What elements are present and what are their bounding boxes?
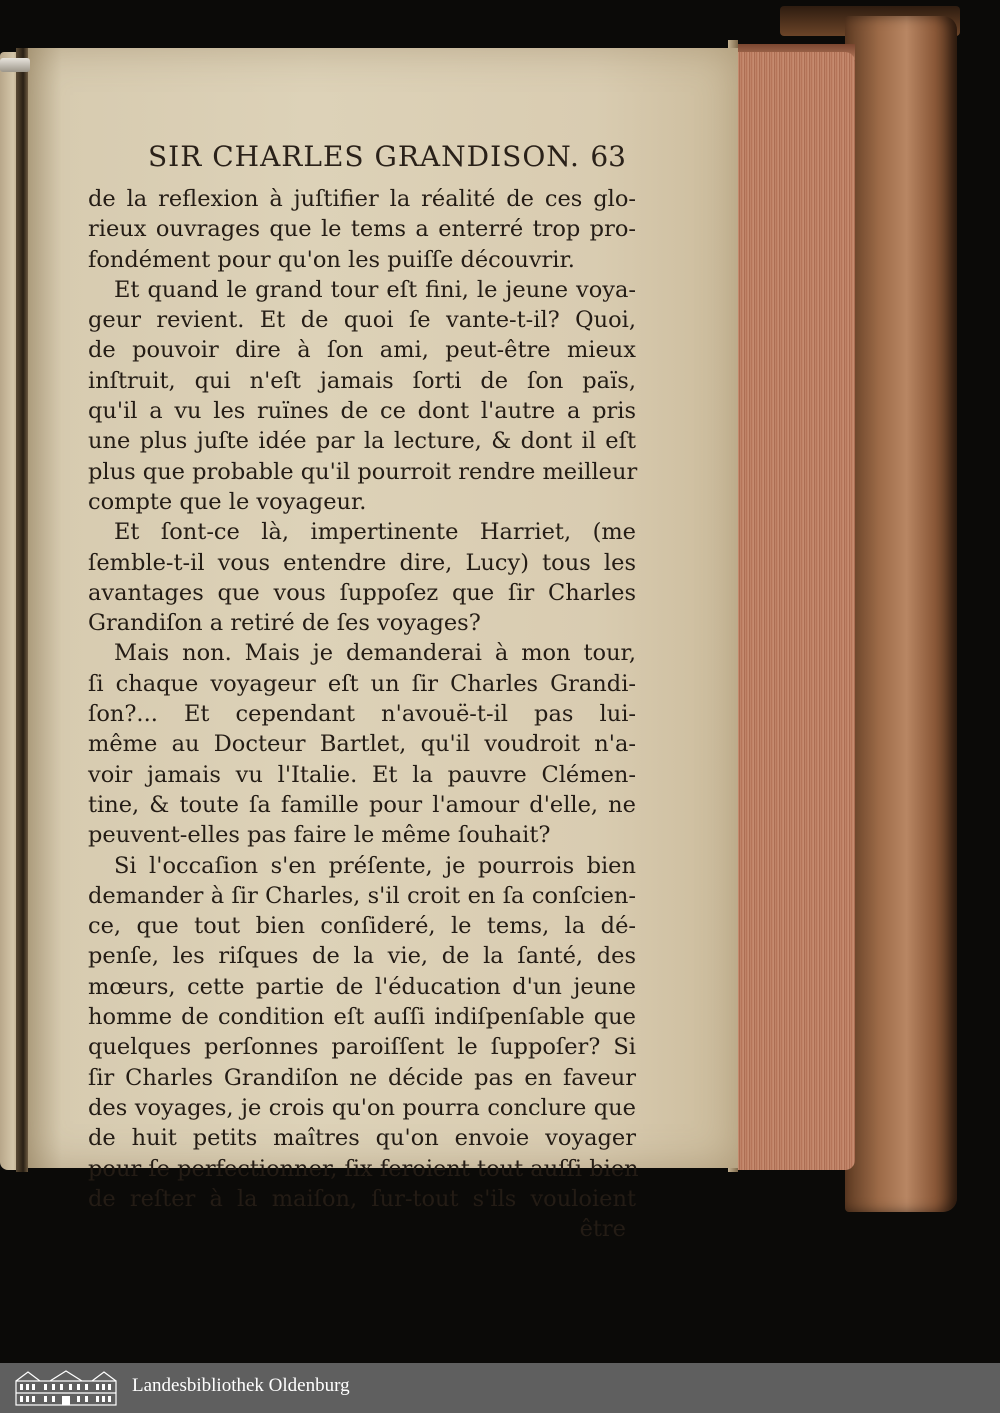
text-line: plus que probable qu'il pourroit rendre meilleur xyxy=(88,458,638,485)
library-name: Landesbibliothek Oldenburg xyxy=(132,1375,350,1396)
text-line: quelques perſonnes paroiſſent le ſuppoſer? Si xyxy=(88,1034,636,1061)
text-line: penſe, les riſques de la vie, de la ſanté, des xyxy=(88,943,636,970)
text-line: de pouvoir dire à ſon ami, peut-être mieux xyxy=(88,337,636,364)
text-line: mœurs, cette partie de l'éducation d'un jeune xyxy=(88,973,636,1000)
text-line: inſtruit, qui n'eſt jamais ſorti de ſon païs, xyxy=(88,367,636,394)
text-line: peuvent-elles pas faire le même ſouhait? xyxy=(88,822,551,849)
text-line: rieux ouvrages que le tems a enterré trop pro- xyxy=(88,216,636,243)
text-line: Et quand le grand tour eſt fini, le jeune voya- xyxy=(114,276,636,303)
text-line: Grandiſon a retiré de ſes voyages? xyxy=(88,610,481,637)
page-fore-edge xyxy=(735,52,855,1170)
body-text xyxy=(88,184,639,1244)
footer-bar xyxy=(0,1363,1000,1413)
text-line: Si l'occaſion s'en préſente, je pourrois bien xyxy=(114,852,636,879)
text-line: des voyages, je crois qu'on pourra conclure que xyxy=(88,1094,636,1121)
text-line: tine, & toute ſa famille pour l'amour d'elle, ne xyxy=(88,791,636,818)
text-line: de la reflexion à juſtifier la réalité de ces glo- xyxy=(88,186,636,212)
catchword: être xyxy=(579,1216,626,1243)
text-line: ſi chaque voyageur eſt un ſir Charles Grandi- xyxy=(88,670,636,697)
leather-cover xyxy=(845,16,957,1212)
library-building-icon xyxy=(14,1369,118,1407)
binding-thread xyxy=(0,58,30,72)
text-line: geur revient. Et de quoi ſe vante-t-il? Quoi, xyxy=(88,307,636,334)
text-line: compte que le voyageur. xyxy=(88,488,367,515)
text-line: ſir Charles Grandiſon ne décide pas en faveur xyxy=(88,1064,636,1091)
text-line: voir jamais vu l'Italie. Et la pauvre Clémen- xyxy=(88,761,636,788)
text-line: de reſter à la maiſon, ſur-tout s'ils vouloient xyxy=(88,1185,636,1212)
gutter-shadow xyxy=(16,48,28,1172)
text-line: Mais non. Mais je demanderai à mon tour, xyxy=(114,640,636,667)
text-line: une plus juſte idée par la lecture, & dont il eſt xyxy=(88,428,636,455)
text-line: qu'il a vu les ruïnes de ce dont l'autre a pris xyxy=(88,398,636,425)
text-line: avantages que vous ſuppoſez que ſir Charles xyxy=(88,579,636,606)
text-line: fondément pour qu'on les puiſſe découvrir. xyxy=(88,246,575,273)
page-number: 63 xyxy=(590,140,626,173)
text-line: même au Docteur Bartlet, qu'il voudroit n'a- xyxy=(88,731,636,758)
text-line: pour ſe perfectionner, ſix feroient tout auſſi bien xyxy=(88,1155,639,1182)
running-head: SIR CHARLES GRANDISON. xyxy=(148,140,580,173)
text-line: ſon?... Et cependant n'avouë-t-il pas lui- xyxy=(88,701,636,728)
text-line: demander à ſir Charles, s'il croit en ſa conſcien- xyxy=(88,882,636,909)
text-line: de huit petits maîtres qu'on envoie voyager xyxy=(88,1125,636,1152)
text-line: Et ſont-ce là, impertinente Harriet, (me xyxy=(114,519,636,546)
text-line: ſemble-t-il vous entendre dire, Lucy) tous les xyxy=(88,549,636,576)
text-line: homme de condition eſt auſſi indiſpenſable que xyxy=(88,1004,636,1031)
text-line: ce, que tout bien conſideré, le tems, la dé- xyxy=(88,913,636,940)
